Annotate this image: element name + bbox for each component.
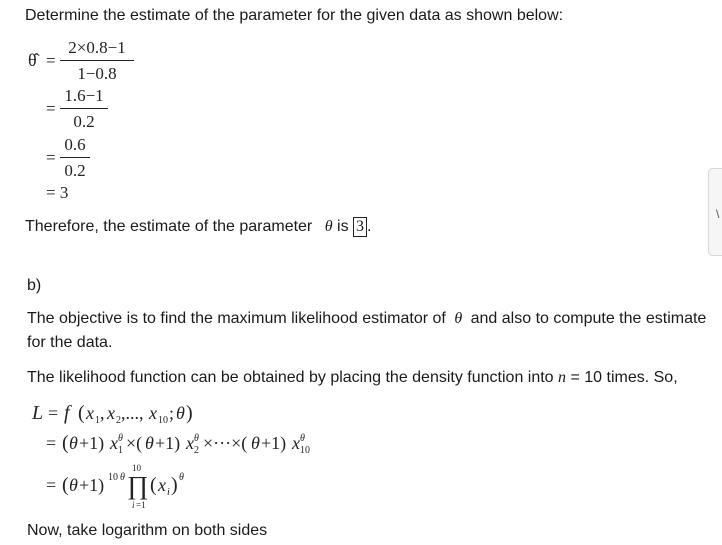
conclusion-text: Therefore, the estimate of the parameter bbox=[25, 218, 313, 235]
svg-text:=: = bbox=[46, 475, 57, 495]
svg-text:+1): +1) bbox=[155, 433, 181, 453]
svg-text:θ: θ bbox=[176, 403, 185, 423]
svg-text:x: x bbox=[86, 403, 94, 423]
objective-line-1 bbox=[27, 309, 706, 329]
theta-symbol: θ bbox=[324, 218, 333, 235]
svg-text:×···×(: ×···×( bbox=[203, 433, 248, 453]
fraction-bar bbox=[60, 60, 134, 61]
fraction-1-numerator: 2×0.8−1 bbox=[68, 38, 126, 57]
equals-sign: = bbox=[46, 51, 56, 70]
part-b-label: b) bbox=[27, 277, 42, 294]
svg-text:x: x bbox=[186, 433, 194, 453]
fraction-3 bbox=[60, 135, 90, 181]
svg-text:θ: θ bbox=[300, 433, 305, 444]
svg-text:2: 2 bbox=[194, 445, 199, 456]
svg-text:1: 1 bbox=[95, 415, 100, 426]
svg-text:L: L bbox=[32, 402, 44, 424]
svg-text:x: x bbox=[292, 433, 300, 453]
svg-text:2: 2 bbox=[116, 415, 121, 426]
svg-text:;: ; bbox=[169, 403, 175, 423]
conclusion-line bbox=[25, 217, 372, 237]
side-panel-tab[interactable] bbox=[708, 168, 722, 256]
svg-text:10: 10 bbox=[108, 472, 118, 483]
svg-text:=1: =1 bbox=[136, 500, 146, 510]
svg-text:x: x bbox=[158, 475, 166, 495]
svg-text:=: = bbox=[46, 433, 57, 453]
svg-text:x: x bbox=[149, 403, 157, 423]
svg-text:f: f bbox=[64, 402, 70, 424]
svg-text:∏: ∏ bbox=[127, 471, 149, 500]
svg-text:(: ( bbox=[150, 474, 157, 496]
svg-text:(: ( bbox=[62, 432, 69, 454]
likelihood-text: The likelihood function can be obtained by placing the density function into bbox=[27, 369, 554, 386]
svg-text:10: 10 bbox=[158, 415, 168, 426]
fraction-3-numerator: 0.6 bbox=[64, 135, 86, 154]
svg-text:+1): +1) bbox=[79, 433, 105, 453]
svg-text:θ: θ bbox=[179, 472, 184, 483]
svg-text:10: 10 bbox=[132, 463, 141, 473]
svg-text:i: i bbox=[132, 500, 135, 510]
svg-text:i: i bbox=[167, 487, 170, 498]
svg-text:θ: θ bbox=[194, 433, 199, 444]
fraction-bar bbox=[60, 157, 90, 158]
period: . bbox=[367, 218, 372, 235]
svg-text:+1): +1) bbox=[79, 475, 105, 495]
svg-text:,: , bbox=[100, 403, 105, 423]
svg-text:(: ( bbox=[62, 474, 69, 496]
fraction-1 bbox=[60, 38, 134, 84]
theta-hat-symbol: θ̂ bbox=[28, 50, 37, 70]
svg-text:1: 1 bbox=[118, 445, 123, 456]
svg-text:(: ( bbox=[78, 402, 85, 424]
svg-text:x: x bbox=[107, 403, 115, 423]
svg-text:): ) bbox=[171, 474, 178, 496]
equals-sign: = bbox=[46, 148, 56, 167]
svg-text:+1): +1) bbox=[261, 433, 287, 453]
is-text: is bbox=[337, 218, 349, 235]
svg-text:θ: θ bbox=[145, 433, 154, 453]
fraction-2-denominator: 0.2 bbox=[73, 112, 95, 131]
fraction-bar bbox=[60, 108, 108, 109]
final-text: Now, take logarithm on both sides bbox=[27, 522, 268, 539]
likelihood-equation bbox=[28, 396, 358, 514]
svg-text:,...,: ,..., bbox=[121, 403, 144, 423]
fraction-3-denominator: 0.2 bbox=[64, 161, 86, 180]
fraction-2 bbox=[60, 86, 108, 132]
svg-text:=: = bbox=[48, 403, 59, 423]
svg-text:θ: θ bbox=[251, 433, 260, 453]
objective-suffix: and also to compute the estimate bbox=[470, 310, 707, 327]
likelihood-intro bbox=[27, 368, 678, 388]
result-line: = 3 bbox=[46, 183, 69, 202]
svg-text:): ) bbox=[186, 402, 193, 424]
fraction-2-numerator: 1.6−1 bbox=[64, 86, 104, 105]
svg-text:θ: θ bbox=[120, 472, 125, 483]
intro-text: Determine the estimate of the parameter for the given data as shown below: bbox=[25, 7, 564, 24]
side-tab-glyph: \ bbox=[716, 207, 720, 221]
theta-symbol: θ bbox=[454, 310, 463, 327]
answer-box: 3 bbox=[353, 217, 367, 237]
svg-text:θ: θ bbox=[69, 433, 78, 453]
objective-text: The objective is to find the maximum likelihood estimator of bbox=[27, 310, 446, 327]
likelihood-suffix: = 10 times. So, bbox=[570, 369, 678, 386]
n-variable: n bbox=[558, 369, 567, 386]
equals-sign: = bbox=[46, 99, 56, 118]
fraction-1-denominator: 1−0.8 bbox=[77, 64, 117, 83]
svg-text:×(: ×( bbox=[126, 433, 143, 453]
objective-line-2: for the data. bbox=[27, 334, 113, 351]
svg-text:θ: θ bbox=[69, 475, 78, 495]
svg-text:θ: θ bbox=[118, 433, 123, 444]
svg-text:x: x bbox=[110, 433, 118, 453]
svg-text:10: 10 bbox=[300, 445, 310, 456]
